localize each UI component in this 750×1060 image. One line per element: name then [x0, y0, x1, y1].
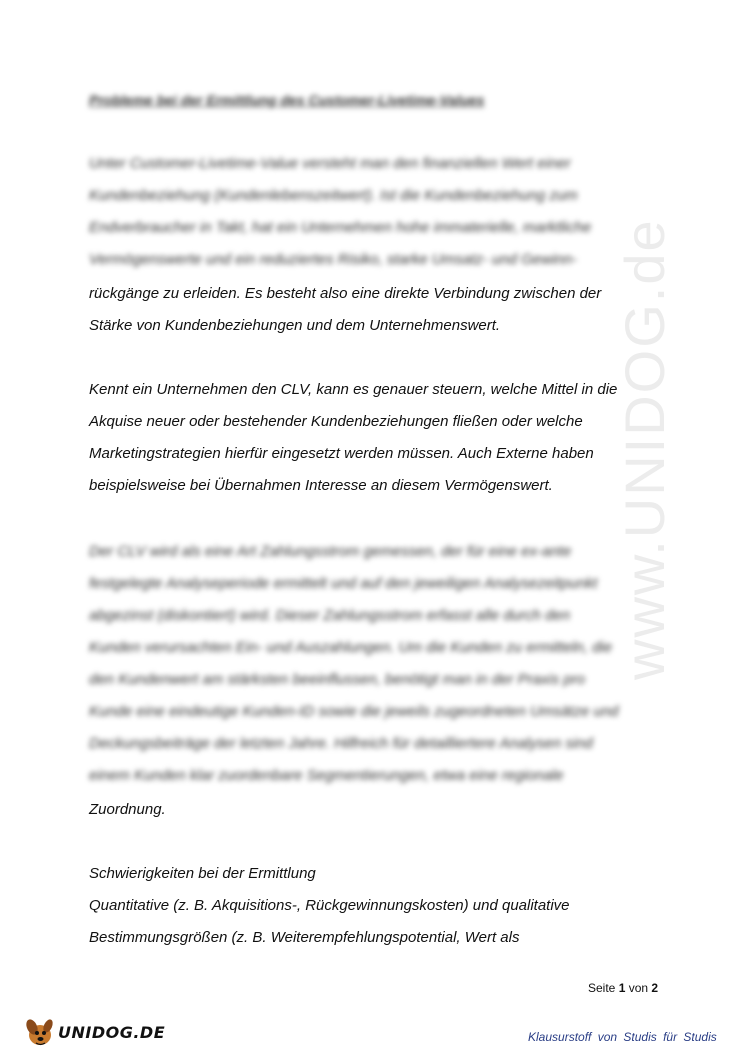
paragraph-line: Vermögenswerte und ein reduziertes Risiko, starke Umsatz- und Gewinn- — [89, 251, 577, 268]
section-heading: Schwierigkeiten bei der Ermittlung — [89, 865, 316, 882]
paragraph-line: Unter Customer-Livetime-Value versteht man den finanziellen Wert einer — [89, 155, 571, 172]
paragraph-line: Kennt ein Unternehmen den CLV, kann es genauer steuern, welche Mittel in die — [89, 381, 618, 398]
paragraph-line: beispielsweise bei Übernahmen Interesse an diesem Vermögenswert. — [89, 477, 553, 494]
unidog-logo — [22, 1012, 165, 1052]
dog-icon — [22, 1015, 56, 1049]
page-number — [588, 981, 658, 995]
paragraph-line: Marketingstrategien hierfür eingesetzt werden müssen. Auch Externe haben — [89, 445, 594, 462]
paragraph-line: einem Kunden klar zuordenbare Segmentierungen, etwa eine regionale — [89, 767, 564, 784]
page-number-prefix: Seite — [588, 981, 619, 995]
page-number-total: 2 — [651, 981, 659, 995]
paragraph-line: Endverbraucher in Takt, hat ein Unternehmen hohe immaterielle, marktliche — [89, 219, 592, 236]
paragraph-line: abgezinst (diskontiert) wird. Dieser Zahlungsstrom erfasst alle durch den — [89, 607, 571, 624]
page-number-current: 1 — [618, 981, 626, 995]
paragraph-line: Stärke von Kundenbeziehungen und dem Unternehmenswert. — [89, 317, 501, 334]
footer-tagline: Klausurstoff von Studis für Studis — [528, 1030, 717, 1044]
watermark: www.UNIDOG.de — [613, 218, 676, 680]
paragraph-line: Kunde eine eindeutige Kunden-ID sowie die jeweils zugeordneten Umsätze und — [89, 703, 619, 720]
page-number-middle: von — [625, 981, 652, 995]
document-title: Probleme bei der Ermittlung des Customer-Livetime-Values — [89, 92, 485, 108]
paragraph-line: Kunden verursachten Ein- und Auszahlungen. Um die Kunden zu ermitteln, die — [89, 639, 613, 656]
paragraph-line: Zuordnung. — [89, 801, 166, 818]
paragraph-line: rückgänge zu erleiden. Es besteht also eine direkte Verbindung zwischen der — [89, 285, 602, 302]
paragraph-line: Akquise neuer oder bestehender Kundenbeziehungen fließen oder welche — [89, 413, 583, 430]
paragraph-line: Kundenbeziehung (Kundenlebenszeitwert). Ist die Kundenbeziehung zum — [89, 187, 578, 204]
paragraph-line: den Kundenwert am stärksten beeinflussen, benötigt man in der Praxis pro — [89, 671, 586, 688]
paragraph-line: festgelegte Analyseperiode ermittelt und auf den jeweiligen Analysezeitpunkt — [89, 575, 598, 592]
paragraph-line: Deckungsbeiträge der letzten Jahre. Hilfreich für detailliertere Analysen sind — [89, 735, 593, 752]
paragraph-line: Der CLV wird als eine Art Zahlungsstrom gemessen, der für eine ex-ante — [89, 543, 572, 560]
logo-text: UNIDOG.DE — [58, 1022, 166, 1042]
paragraph-line: Bestimmungsgrößen (z. B. Weiterempfehlungspotential, Wert als — [89, 929, 520, 946]
paragraph-line: Quantitative (z. B. Akquisitions-, Rückgewinnungskosten) und qualitative — [89, 897, 570, 914]
